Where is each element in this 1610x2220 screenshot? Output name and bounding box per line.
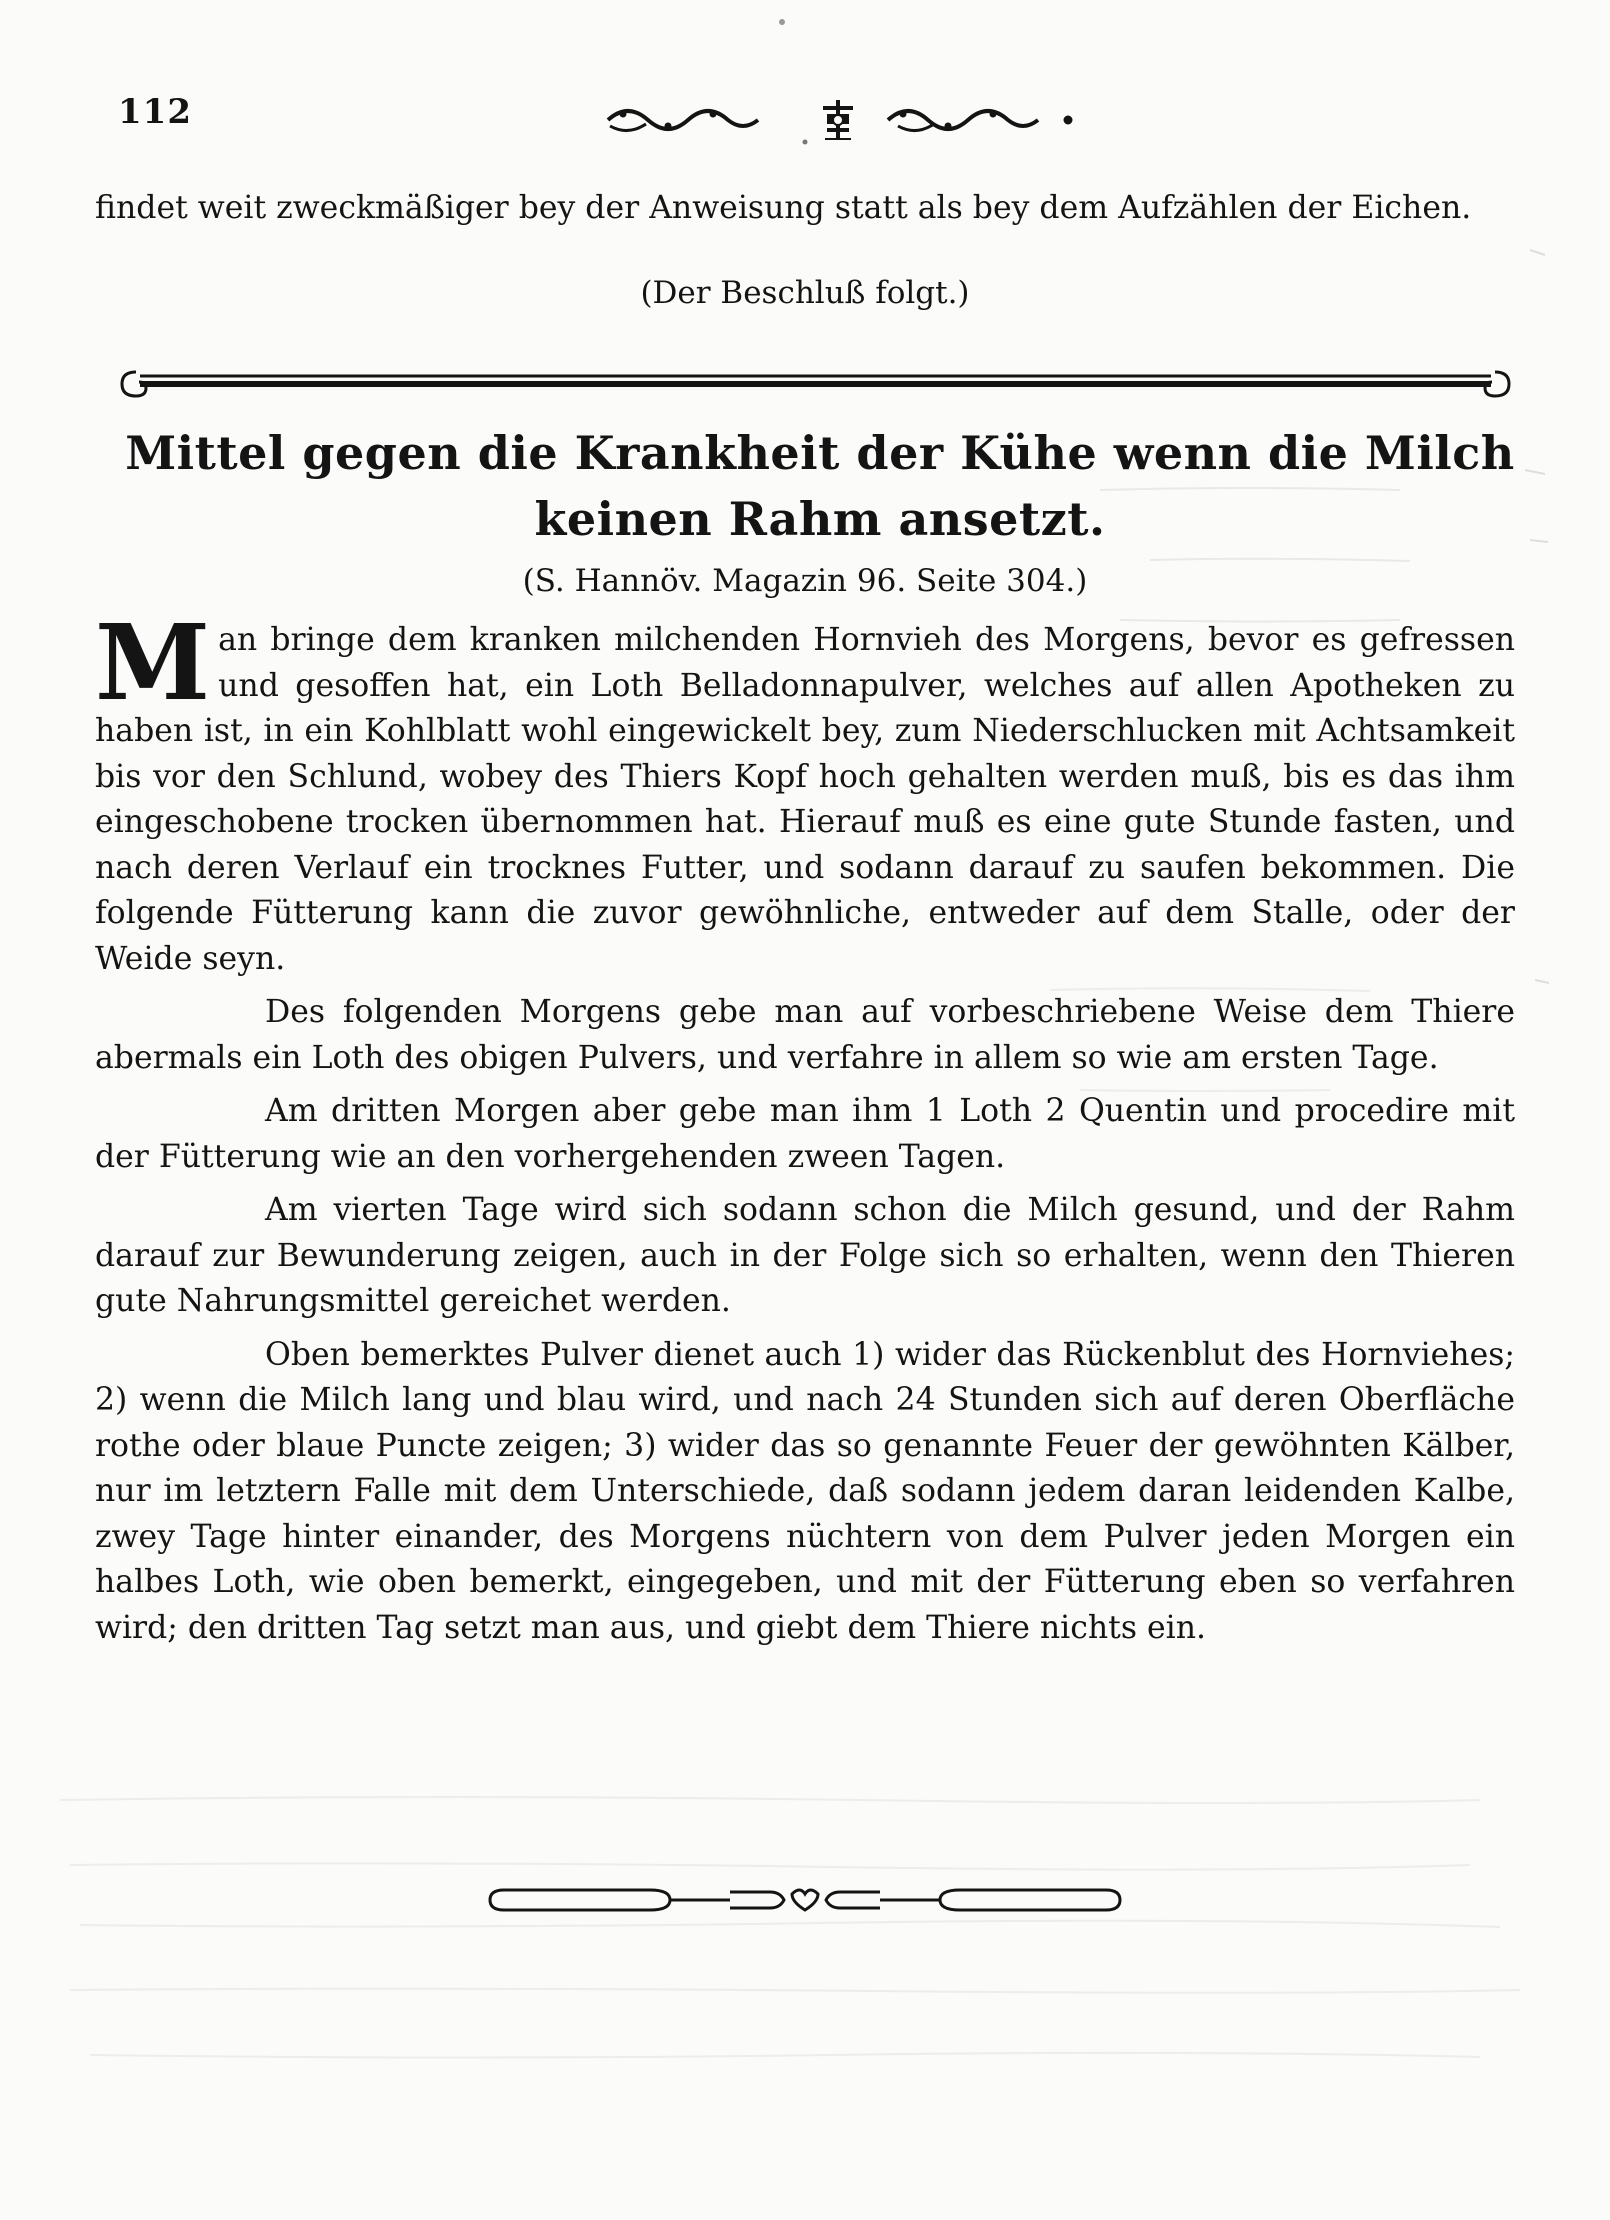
continued-note: (Der Beschluß folgt.) [640, 275, 970, 311]
paragraph-1-text: an bringe dem kranken milchenden Hornvieh des Morgens, bevor es gefressen und gesoffen hat, ein Loth Belladonnapulver, welches auf allen Apotheken zu haben ist, in ein Kohlblatt wohl eingewickelt bey, zum Niederschlucken mit Achtsamkeit bis vor den Schlund, wobey des Thiers Kopf hoch gehalten werden muß, bis es das ihm eingeschobene trocken übernommen hat. Hierauf muß es eine gute Stunde fasten, und nach deren Verlauf ein trocknes Futter, und sodann darauf zu saufen bekommen. Die folgende Fütterung kann die zuvor gewöhnliche, entweder auf dem Stalle, oder der Weide seyn. [95, 622, 1515, 977]
end-ornament-icon [480, 1880, 1130, 1920]
paragraph-3: Am dritten Morgen aber gebe man ihm 1 Loth 2 Quentin und procedire mit der Fütterung wie an den vorhergehenden zween Tagen. [95, 1093, 1515, 1175]
previous-article-text: findet weit zweckmäßiger bey der Anweisung statt als bey dem Aufzählen der Eichen. [95, 190, 1472, 226]
decorative-rule-icon [118, 362, 1513, 402]
paragraph-1 [95, 601, 1515, 982]
page-header [118, 92, 1518, 142]
floral-ornament-icon [598, 96, 1078, 140]
previous-article-ending [95, 186, 1515, 232]
paragraph-2: Des folgenden Morgens gebe man auf vorbeschriebene Weise dem Thiere abermals ein Loth des obigen Pulvers, und verfahre in allem so wie am ersten Tage. [95, 994, 1515, 1076]
article-body [95, 601, 1515, 1659]
page-number: 112 [118, 92, 192, 132]
paragraph-5: Oben bemerktes Pulver dienet auch 1) wider das Rückenblut des Hornviehes; 2) wenn die Milch lang und blau wird, und nach 24 Stunden sich auf deren Oberfläche rothe oder blaue Puncte zeigen; 3) wider das so genannte Feuer der gewöhnten Kälber, nur im letztern Falle mit dem Unterschiede, daß sodann jedem daran leidenden Kalbe, zwey Tage hinter einander, des Morgens nüchtern von dem Pulver jeden Morgen ein halbes Loth, wie oben bemerkt, eingegeben, und mit der Fütterung eben so verfahren wird; den dritten Tag setzt man aus, und giebt dem Thiere nichts ein. [95, 1336, 1515, 1646]
drop-cap: M [95, 601, 211, 724]
article-source: (S. Hannöv. Magazin 96. Seite 304.) [522, 563, 1088, 599]
article-title: Mittel gegen die Krankheit der Kühe wenn die Milch keinen Rahm ansetzt. [125, 426, 1515, 546]
paragraph-4: Am vierten Tage wird sich sodann schon die Milch gesund, und der Rahm darauf zur Bewunderung zeigen, auch in der Folge sich so erhalten, wenn den Thieren gute Nahrungsmittel gereichet werden. [95, 1192, 1515, 1319]
